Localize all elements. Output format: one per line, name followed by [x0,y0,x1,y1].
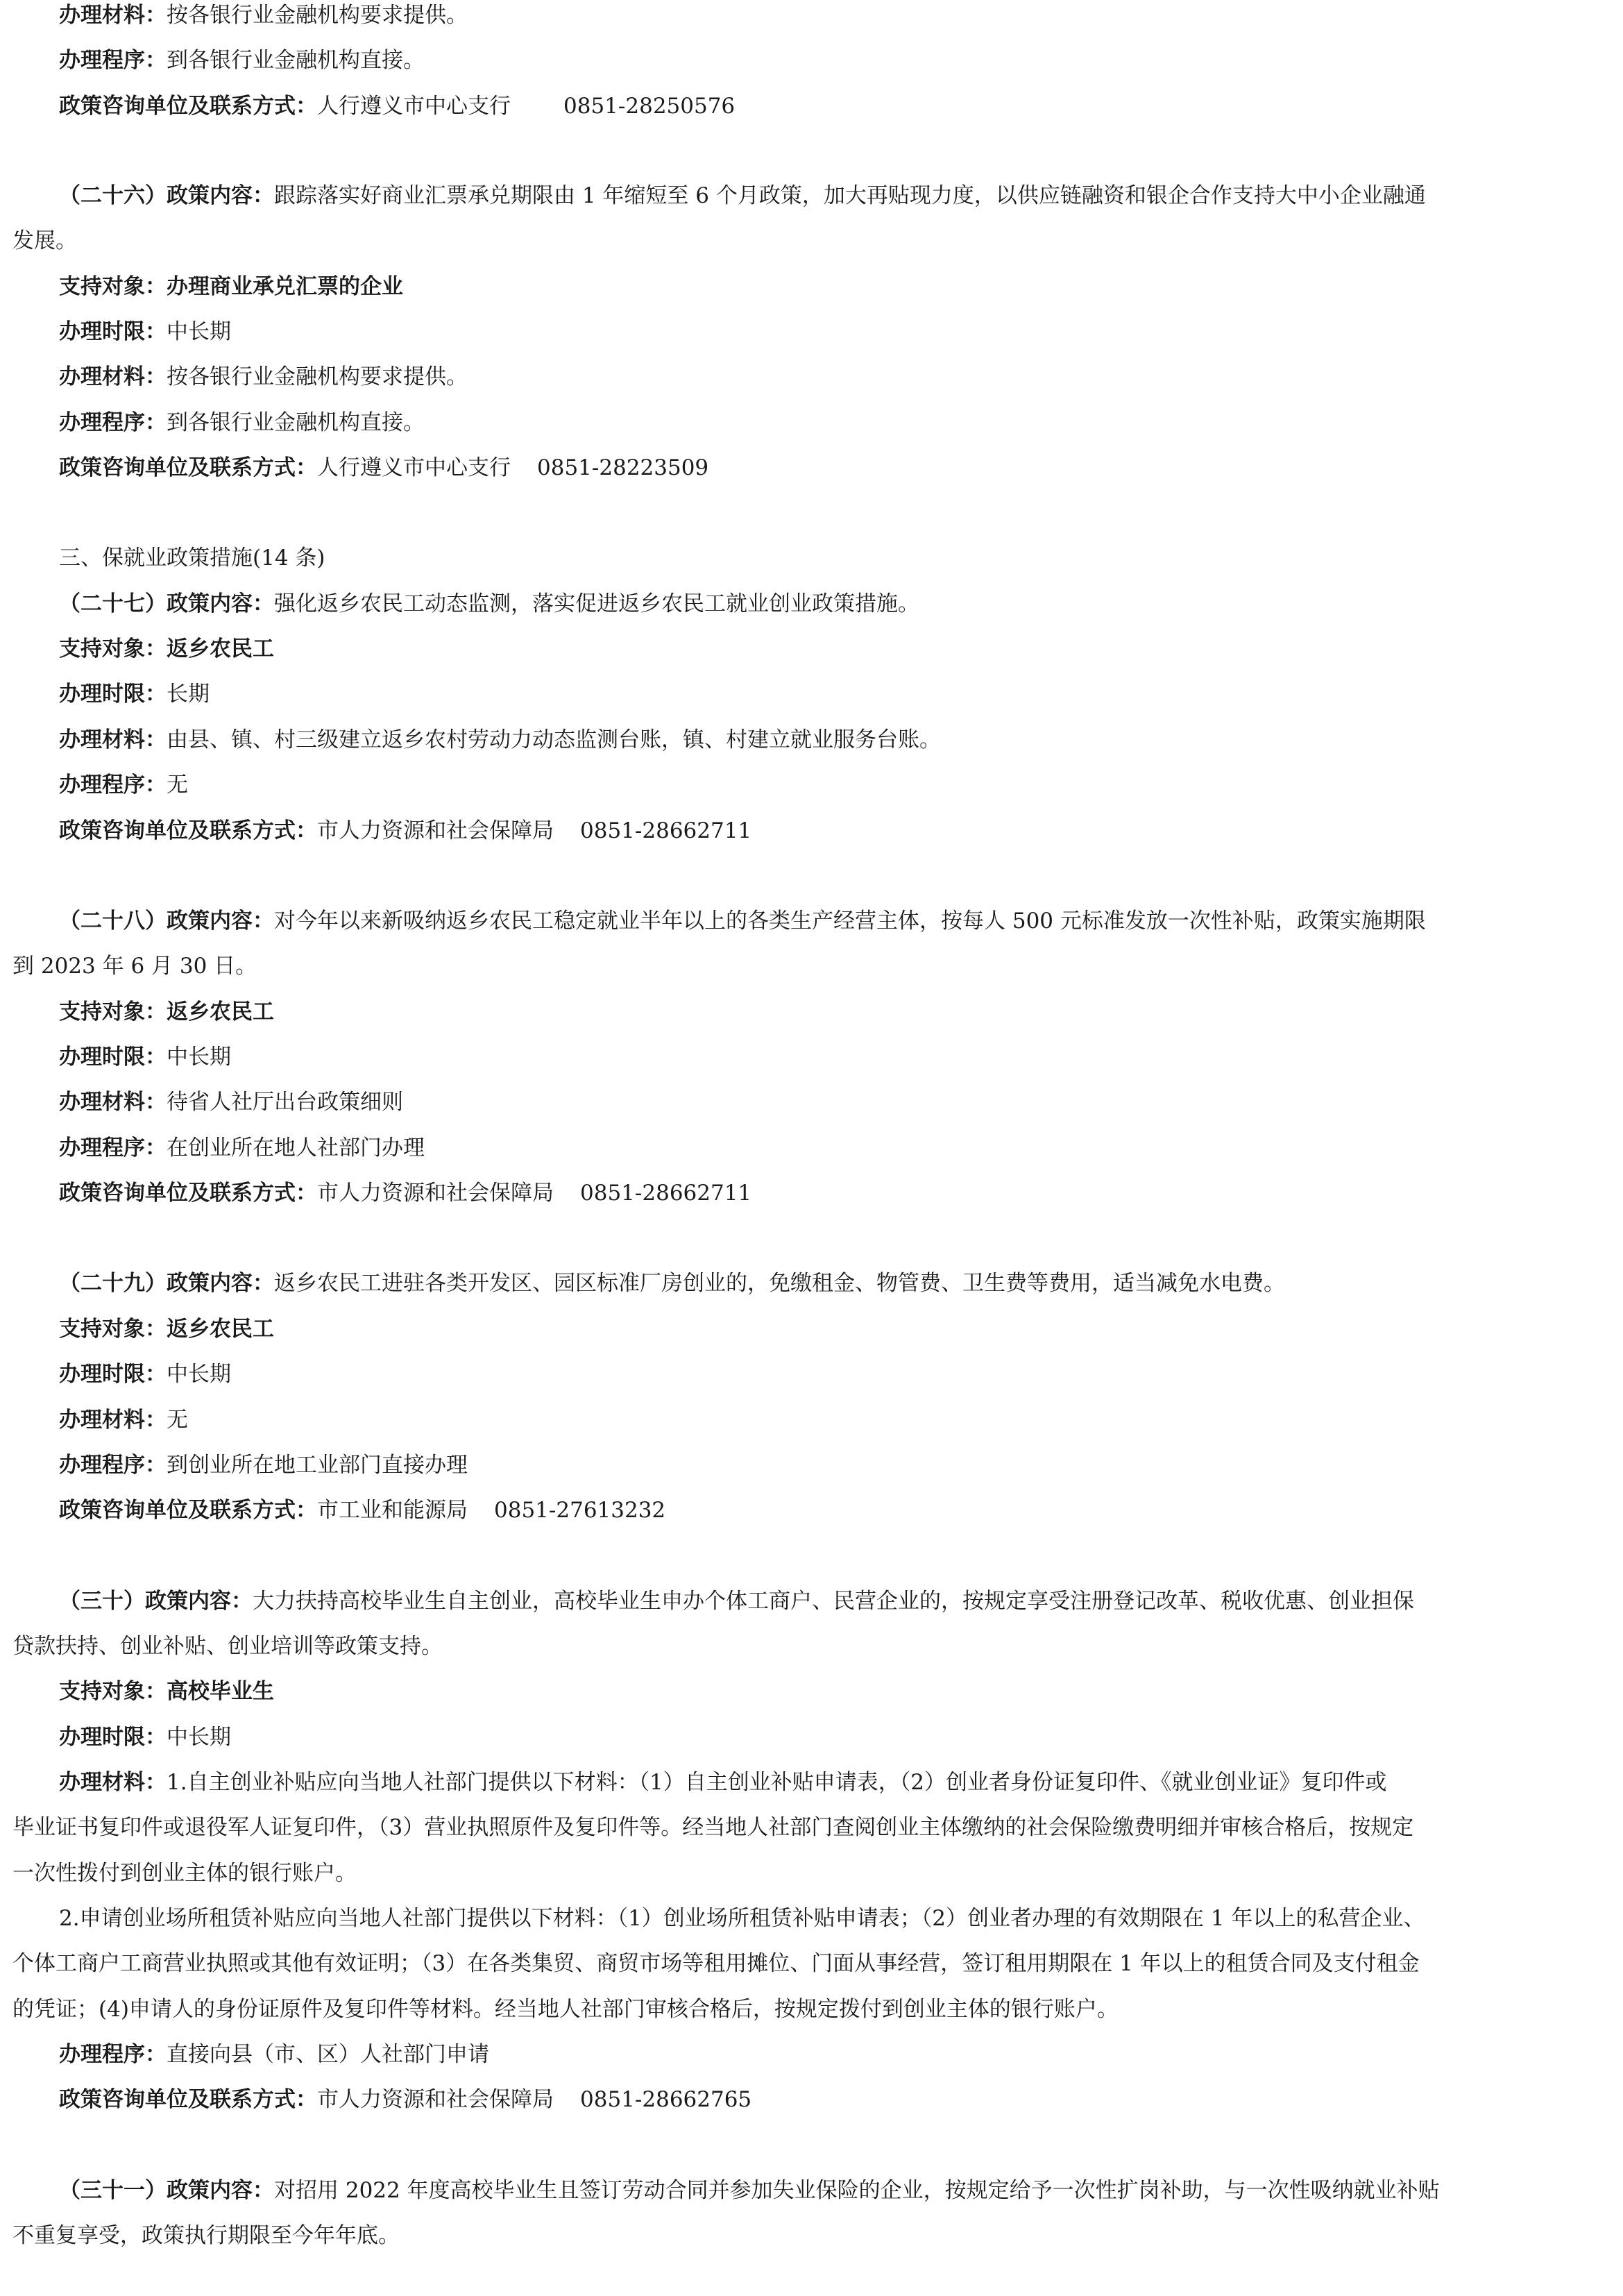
procedure-label: 办理程序： [59,2042,167,2067]
p26-period: 中长期 [167,319,231,344]
p30-materials-item2 [59,1903,1610,1934]
p26-period-line [59,316,1610,347]
p30-content: 大力扶持高校毕业生自主创业，高校毕业生申办个体工商户、民营企业的，按规定享受注册登记改革、税收优惠、创业担保 [253,1589,1414,1614]
content-label: 政策内容： [167,1271,274,1296]
p29-contact-org: 市工业和能源局 [317,1498,468,1523]
p30-period: 中长期 [167,1725,231,1750]
p26-contact-phone: 0851-28223509 [537,455,709,480]
p27-procedure: 无 [167,773,188,797]
p29-procedure-line [59,1450,1610,1480]
p30-content-cont [12,1631,1608,1662]
materials-text: 按各银行业金融机构要求提供。 [167,3,468,28]
p30-materials-5: 个体工商户工商营业执照或其他有效证明；（3）在各类集贸、商贸市场等租用摊位、门面从事经营，签订租用期限在 1 年以上的租赁合同及支付租金 [12,1951,1420,1976]
p30-materials-1: 1.自主创业补贴应向当地人社部门提供以下材料：（1）自主创业补贴申请表，（2）创业者身份证复印件、《就业创业证》复印件或 [167,1770,1387,1795]
p27-target: 返乡农民工 [167,636,274,661]
p30-period-line [59,1722,1610,1753]
period-label: 办理时限： [59,319,167,344]
procedure-label: 办理程序： [59,773,167,797]
p30-procedure-line [59,2039,1610,2070]
p27-contact-phone: 0851-28662711 [580,818,752,843]
content-label: 政策内容： [167,183,274,208]
p30-materials-2: 毕业证书复印件或退役军人证复印件，（3）营业执照原件及复印件等。经当地人社部门查阅创业主体缴纳的社会保险缴费明细并审核合格后，按规定 [12,1815,1414,1840]
p31-number: （三十一） [59,2178,167,2203]
p26-materials: 按各银行业金融机构要求提供。 [167,364,468,389]
p30-materials-4: 2.申请创业场所租赁补贴应向当地人社部门提供以下材料：（1）创业场所租赁补贴申请表；（2）创业者办理的有效期限在 1 年以上的私营企业、 [59,1906,1425,1931]
p28-contact-line [59,1178,1610,1208]
p26-content-2: 发展。 [12,228,77,253]
p28-content-line [59,906,1610,936]
p28-materials-line [59,1087,1610,1117]
materials-label: 办理材料： [59,1770,167,1795]
p29-contact-phone: 0851-27613232 [494,1498,666,1523]
p27-content-line [59,589,1610,619]
p28-contact-org: 市人力资源和社会保障局 [317,1181,554,1206]
contact-label: 政策咨询单位及联系方式： [59,455,317,480]
p26-content-line [59,180,1610,211]
p28-content-2: 到 2023 年 6 月 30 日。 [12,954,257,979]
p26-procedure-line [59,407,1610,438]
p26-target-line [59,271,1610,302]
p30-materials-cont-2 [12,1858,1608,1889]
p27-contact-line [59,816,1610,846]
target-label: 支持对象： [59,1317,167,1342]
top-materials-line [59,0,1610,31]
p26-content-cont [12,226,1608,256]
procedure-text: 到各银行业金融机构直接。 [167,48,425,73]
p28-target: 返乡农民工 [167,999,274,1024]
p27-contact-org: 市人力资源和社会保障局 [317,818,554,843]
contact-phone: 0851-28250576 [563,94,736,119]
p27-procedure-line [59,770,1610,800]
content-label: 政策内容： [145,1589,253,1614]
p26-materials-line [59,362,1610,392]
p30-procedure: 直接向县（市、区）人社部门申请 [167,2042,489,2067]
p31-content-line [59,2175,1610,2206]
p30-materials-line [59,1767,1610,1798]
p27-target-line [59,634,1610,664]
p29-materials-line [59,1405,1610,1435]
procedure-label: 办理程序： [59,48,167,73]
p28-content-cont [12,951,1608,981]
p29-number: （二十九） [59,1271,167,1296]
p26-contact-org: 人行遵义市中心支行 [317,455,511,480]
contact-label: 政策咨询单位及联系方式： [59,2087,317,2112]
p31-content: 对招用 2022 年度高校毕业生且签订劳动合同并参加失业保险的企业，按规定给予一次性扩岗补助，与一次性吸纳就业补贴 [274,2178,1440,2203]
p26-procedure: 到各银行业金融机构直接。 [167,410,425,435]
target-label: 支持对象： [59,636,167,661]
p30-contact-org: 市人力资源和社会保障局 [317,2087,554,2112]
p28-number: （二十八） [59,909,167,934]
p26-content: 跟踪落实好商业汇票承兑期限由 1 年缩短至 6 个月政策，加大再贴现力度，以供应链融资和银企合作支持大中小企业融通 [274,183,1426,208]
p30-materials-cont-3 [12,1948,1608,1979]
p29-period: 中长期 [167,1362,231,1387]
p29-period-line [59,1359,1610,1390]
p29-materials: 无 [167,1408,188,1433]
contact-label: 政策咨询单位及联系方式： [59,1498,317,1523]
p28-procedure: 在创业所在地人社部门办理 [167,1136,425,1160]
contact-label: 政策咨询单位及联系方式： [59,818,317,843]
contact-label: 政策咨询单位及联系方式： [59,1181,317,1206]
contact-org: 人行遵义市中心支行 [317,94,511,119]
period-label: 办理时限： [59,1362,167,1387]
p28-period-line [59,1042,1610,1072]
p29-contact-line [59,1495,1610,1526]
p27-materials-line [59,725,1610,755]
procedure-label: 办理程序： [59,1136,167,1160]
p28-content: 对今年以来新吸纳返乡农民工稳定就业半年以上的各类生产经营主体，按每人 500 元标准发放一次性补贴，政策实施期限 [274,909,1426,934]
p26-contact-line [59,453,1610,483]
period-label: 办理时限： [59,1725,167,1750]
p27-materials: 由县、镇、村三级建立返乡农村劳动力动态监测台账，镇、村建立就业服务台账。 [167,727,941,752]
p27-number: （二十七） [59,591,167,616]
materials-label: 办理材料： [59,1090,167,1115]
p28-period: 中长期 [167,1045,231,1070]
p29-target-line [59,1314,1610,1344]
materials-label: 办理材料： [59,1408,167,1433]
p26-target: 办理商业承兑汇票的企业 [167,274,403,299]
p31-content-2: 不重复享受，政策执行期限至今年年底。 [12,2223,400,2248]
p30-content-2: 贷款扶持、创业补贴、创业培训等政策支持。 [12,1634,443,1659]
p30-number: （三十） [59,1589,145,1614]
p30-contact-line [59,2084,1610,2115]
content-label: 政策内容： [167,909,274,934]
period-label: 办理时限： [59,1045,167,1070]
target-label: 支持对象： [59,274,167,299]
materials-label: 办理材料： [59,364,167,389]
content-label: 政策内容： [167,591,274,616]
p30-target-line [59,1676,1610,1707]
materials-label: 办理材料： [59,727,167,752]
p30-materials-3: 一次性拨付到创业主体的银行账户。 [12,1861,357,1886]
p27-period: 长期 [167,682,210,707]
period-label: 办理时限： [59,682,167,707]
p28-contact-phone: 0851-28662711 [580,1181,752,1206]
p29-content: 返乡农民工进驻各类开发区、园区标准厂房创业的，免缴租金、物管费、卫生费等费用，适当减免水电费。 [274,1271,1285,1296]
p28-materials: 待省人社厅出台政策细则 [167,1090,403,1115]
p30-materials-cont-1 [12,1812,1608,1843]
materials-label: 办理材料： [59,3,167,28]
procedure-label: 办理程序： [59,1453,167,1478]
target-label: 支持对象： [59,999,167,1024]
p29-procedure: 到创业所在地工业部门直接办理 [167,1453,468,1478]
section-title: 三、保就业政策措施(14 条) [59,546,325,571]
p28-procedure-line [59,1133,1610,1163]
p27-content: 强化返乡农民工动态监测，落实促进返乡农民工就业创业政策措施。 [274,591,919,616]
p29-target: 返乡农民工 [167,1317,274,1342]
p28-target-line [59,997,1610,1027]
p30-target: 高校毕业生 [167,1679,274,1704]
p30-materials-cont-4 [12,1994,1608,2025]
p31-content-cont [12,2220,1608,2251]
p30-content-line [59,1586,1610,1617]
procedure-label: 办理程序： [59,410,167,435]
p29-content-line [59,1268,1610,1299]
contact-label: 政策咨询单位及联系方式： [59,94,317,119]
top-procedure-line [59,45,1610,76]
target-label: 支持对象： [59,1679,167,1704]
p27-period-line [59,679,1610,709]
section-heading [59,543,1610,573]
p30-contact-phone: 0851-28662765 [580,2087,752,2112]
content-label: 政策内容： [167,2178,274,2203]
p30-materials-6: 的凭证；(4)申请人的身份证原件及复印件等材料。经当地人社部门审核合格后，按规定拨付到创业主体的银行账户。 [12,1997,1119,2022]
top-contact-line [59,91,1610,121]
p26-number: （二十六） [59,183,167,208]
